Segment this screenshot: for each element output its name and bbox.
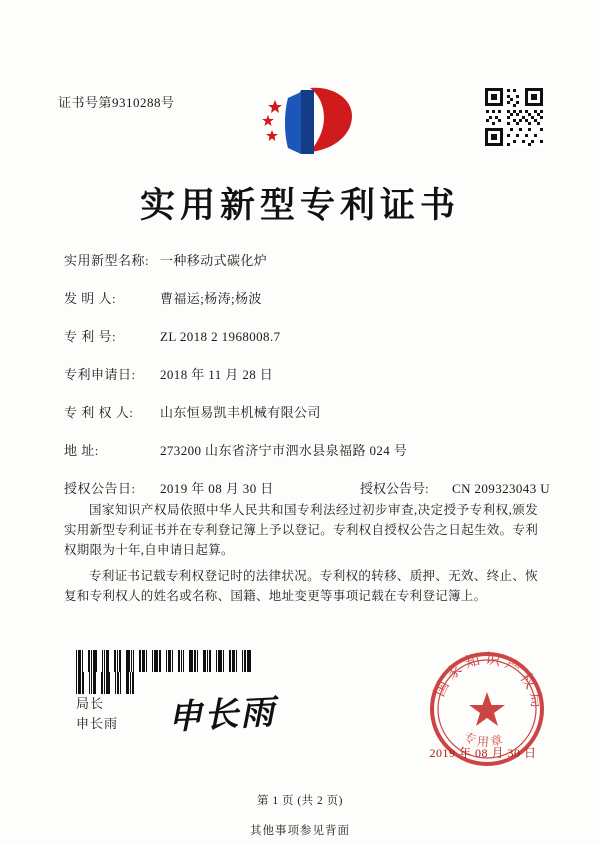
field-row-authorization <box>64 478 551 497</box>
director-title-label: 局长 <box>76 696 105 711</box>
field-row <box>64 364 544 383</box>
svg-text:国家知识产权局: 国家知识产权局 <box>431 651 545 713</box>
field-label: 专 利 权 人: <box>64 405 134 420</box>
director-name-label: 申长雨 <box>76 716 119 731</box>
footer-note: 其他事项参见背面 <box>250 825 350 837</box>
page-title: 实用新型专利证书 <box>139 186 460 225</box>
field-label: 专利申请日: <box>64 367 136 382</box>
certificate-number: 证书号第9310288号 <box>58 95 175 110</box>
page-number: 第 1 页 (共 2 页) <box>256 795 344 807</box>
field-value: 山东恒易凯丰机械有限公司 <box>160 405 321 420</box>
field-value: 一种移动式碳化炉 <box>160 253 268 268</box>
field-value: 273200 山东省济宁市泗水县泉福路 024 号 <box>160 443 408 458</box>
field-row <box>64 326 544 345</box>
seal-date: 2019 年 08 月 30 日 <box>429 746 537 760</box>
field-row <box>64 288 544 307</box>
paragraph: 国家知识产权局依照中华人民共和国专利法经过初步审查,决定授予专利权,颁发实用新型专利证书并在专利登记簿上予以登记。专利权自授权公告之日起生效。专利权期限为十年,自申请日起算。 <box>64 503 538 557</box>
svg-text:专用章: 专用章 <box>461 729 508 750</box>
field-value: 曹福运;杨涛;杨波 <box>160 291 262 306</box>
field-label: 授权公告日: <box>64 481 136 496</box>
field-value: 2019 年 08 月 30 日 <box>160 481 274 496</box>
field-row <box>64 440 544 459</box>
field-label: 地 址: <box>64 443 99 458</box>
barcode <box>76 650 256 672</box>
cnipa-logo-icon <box>248 82 358 160</box>
field-label: 发 明 人: <box>64 291 117 306</box>
field-label: 实用新型名称: <box>64 253 150 268</box>
field-list <box>64 250 551 516</box>
field-label: 专 利 号: <box>64 329 117 344</box>
field-value: ZL 2018 2 1968008.7 <box>160 329 281 344</box>
field-value: 2018 年 11 月 28 日 <box>160 367 274 382</box>
field-value-secondary: CN 209323043 U <box>452 481 551 496</box>
qr-code-icon <box>483 86 545 148</box>
paragraph: 专利证书记载专利权登记时的法律状况。专利权的转移、质押、无效、终止、恢复和专利权人的姓名或名称、国籍、地址变更等事项记载在专利登记簿上。 <box>64 569 538 603</box>
field-row <box>64 250 544 269</box>
field-row <box>64 402 544 421</box>
signature-block <box>76 694 118 734</box>
field-label-secondary: 授权公告号: <box>360 481 429 496</box>
handwritten-signature: 申长雨 <box>167 694 278 737</box>
legal-text <box>64 500 538 612</box>
